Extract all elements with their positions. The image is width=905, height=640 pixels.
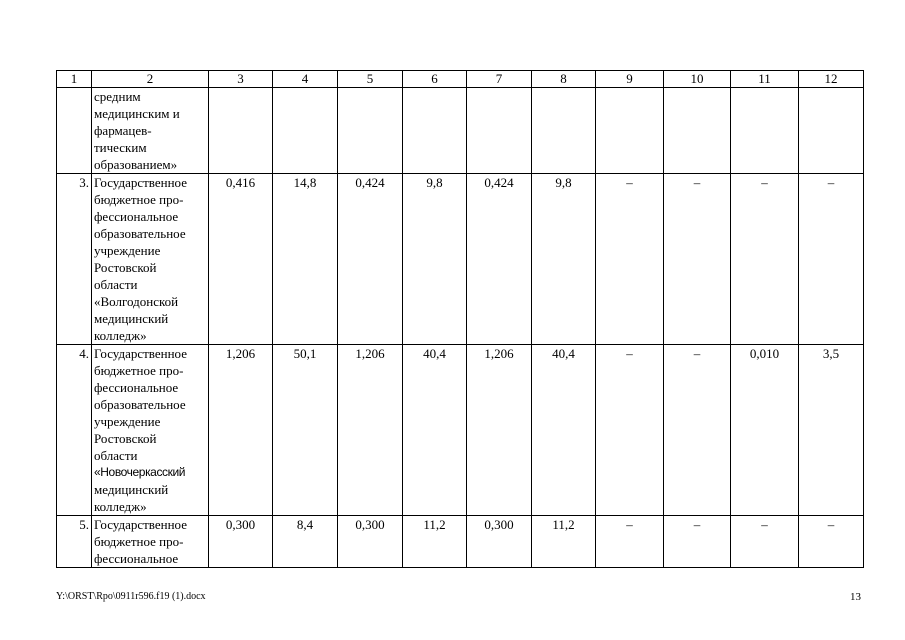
col-header-2: 2 [92, 71, 209, 88]
row-number: 3. [57, 174, 92, 345]
institution-name: Государственное бюджетное про- фессиональное образовательное учреждение Ростовской области «Новочеркасский медицинский колледж» [92, 345, 209, 516]
cell-value: – [731, 516, 799, 568]
cell-value: 1,206 [467, 345, 532, 516]
cell-value: 0,010 [731, 345, 799, 516]
col-header-10: 10 [664, 71, 731, 88]
institution-name: Государственное бюджетное про- фессиональное образовательное учреждение Ростовской области «Волгодонской медицинский колледж» [92, 174, 209, 345]
cell-value: – [664, 345, 731, 516]
cell-value: 14,8 [273, 174, 338, 345]
table-row-continuation [57, 88, 864, 174]
col-header-5: 5 [338, 71, 403, 88]
cell-value: 40,4 [403, 345, 467, 516]
col-header-12: 12 [799, 71, 864, 88]
col-header-4: 4 [273, 71, 338, 88]
cell-value: 0,300 [209, 516, 273, 568]
cell-value: 0,424 [338, 174, 403, 345]
cell-value: 9,8 [532, 174, 596, 345]
col-header-6: 6 [403, 71, 467, 88]
row-number [57, 88, 92, 174]
cell-value: 0,424 [467, 174, 532, 345]
page-number: 13 [850, 591, 861, 603]
cell-value: – [664, 174, 731, 345]
col-header-8: 8 [532, 71, 596, 88]
col-header-9: 9 [596, 71, 664, 88]
institution-name: Государственное бюджетное про- фессиональное [92, 516, 209, 568]
cell-value: 3,5 [799, 345, 864, 516]
cell-value: 40,4 [532, 345, 596, 516]
col-header-1: 1 [57, 71, 92, 88]
cell-value: – [799, 516, 864, 568]
header-row [57, 71, 864, 88]
cell-value: 0,416 [209, 174, 273, 345]
table-row [57, 345, 864, 516]
cell-value: – [596, 345, 664, 516]
file-path: Y:\ORST\Rpo\0911r596.f19 (1).docx [56, 591, 206, 602]
col-header-7: 7 [467, 71, 532, 88]
cell-value: – [664, 516, 731, 568]
data-table [56, 70, 864, 568]
cell-value: 9,8 [403, 174, 467, 345]
cell-value: – [731, 174, 799, 345]
cell-value: 0,300 [338, 516, 403, 568]
cell-value: 0,300 [467, 516, 532, 568]
cell-value: 1,206 [209, 345, 273, 516]
col-header-11: 11 [731, 71, 799, 88]
table-row [57, 516, 864, 568]
institution-name: средним медицинским и фармацев- тическим образованием» [92, 88, 209, 174]
cell-value: 50,1 [273, 345, 338, 516]
cell-value: 11,2 [532, 516, 596, 568]
cell-value: – [799, 174, 864, 345]
cell-value: 8,4 [273, 516, 338, 568]
cell-value: 11,2 [403, 516, 467, 568]
row-number: 5. [57, 516, 92, 568]
cell-value: – [596, 516, 664, 568]
row-number: 4. [57, 345, 92, 516]
table-row [57, 174, 864, 345]
col-header-3: 3 [209, 71, 273, 88]
cell-value: 1,206 [338, 345, 403, 516]
cell-value: – [596, 174, 664, 345]
